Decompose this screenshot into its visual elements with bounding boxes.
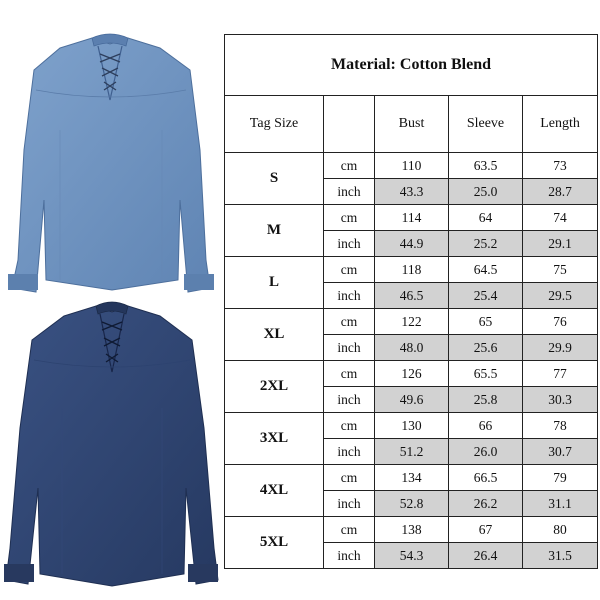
cm-bust-cell: 130: [375, 413, 449, 439]
cm-length-cell: 79: [523, 465, 598, 491]
shirt-dark-icon: [0, 298, 222, 598]
size-label: 5XL: [225, 517, 324, 569]
table-row: [225, 153, 598, 179]
cm-length-cell: 73: [523, 153, 598, 179]
inch-length-cell: 31.1: [523, 491, 598, 517]
cm-unit-cell: cm: [324, 153, 375, 179]
table-row: [225, 309, 598, 335]
header-length: Length: [523, 96, 598, 153]
inch-unit-cell: inch: [324, 387, 375, 413]
shirt-light-blue-image: [0, 30, 222, 300]
header-sleeve: Sleeve: [449, 96, 523, 153]
inch-bust-cell: 49.6: [375, 387, 449, 413]
cm-bust-cell: 134: [375, 465, 449, 491]
cm-unit-cell: cm: [324, 413, 375, 439]
inch-length-cell: 29.1: [523, 231, 598, 257]
header-unit: [324, 96, 375, 153]
table-row: [225, 517, 598, 543]
size-label: XL: [225, 309, 324, 361]
cm-sleeve-cell: 65: [449, 309, 523, 335]
size-rows: [225, 153, 598, 569]
shirt-navy-image: [0, 298, 222, 598]
table-row: [225, 257, 598, 283]
inch-length-cell: 30.3: [523, 387, 598, 413]
inch-unit-cell: inch: [324, 335, 375, 361]
cm-bust-cell: 138: [375, 517, 449, 543]
inch-bust-cell: 48.0: [375, 335, 449, 361]
inch-unit-cell: inch: [324, 491, 375, 517]
cm-length-cell: 75: [523, 257, 598, 283]
size-label: 3XL: [225, 413, 324, 465]
table-row: [225, 465, 598, 491]
table-row: [225, 361, 598, 387]
table-row: [225, 413, 598, 439]
cm-unit-cell: cm: [324, 257, 375, 283]
size-chart-table: [224, 34, 598, 569]
inch-sleeve-cell: 25.2: [449, 231, 523, 257]
inch-length-cell: 29.5: [523, 283, 598, 309]
cm-sleeve-cell: 66.5: [449, 465, 523, 491]
cm-unit-cell: cm: [324, 309, 375, 335]
inch-sleeve-cell: 25.8: [449, 387, 523, 413]
cm-bust-cell: 126: [375, 361, 449, 387]
cm-sleeve-cell: 66: [449, 413, 523, 439]
inch-length-cell: 30.7: [523, 439, 598, 465]
inch-sleeve-cell: 26.2: [449, 491, 523, 517]
cm-sleeve-cell: 65.5: [449, 361, 523, 387]
header-bust: Bust: [375, 96, 449, 153]
table-row: [225, 205, 598, 231]
inch-unit-cell: inch: [324, 283, 375, 309]
inch-bust-cell: 54.3: [375, 543, 449, 569]
cm-sleeve-cell: 63.5: [449, 153, 523, 179]
cm-bust-cell: 122: [375, 309, 449, 335]
table-title: Material: Cotton Blend: [225, 35, 598, 96]
cm-length-cell: 78: [523, 413, 598, 439]
cm-length-cell: 77: [523, 361, 598, 387]
inch-unit-cell: inch: [324, 179, 375, 205]
inch-bust-cell: 43.3: [375, 179, 449, 205]
inch-sleeve-cell: 26.4: [449, 543, 523, 569]
inch-sleeve-cell: 26.0: [449, 439, 523, 465]
cm-unit-cell: cm: [324, 361, 375, 387]
size-label: S: [225, 153, 324, 205]
inch-unit-cell: inch: [324, 231, 375, 257]
cm-bust-cell: 110: [375, 153, 449, 179]
cm-length-cell: 74: [523, 205, 598, 231]
inch-bust-cell: 51.2: [375, 439, 449, 465]
cm-bust-cell: 118: [375, 257, 449, 283]
inch-sleeve-cell: 25.4: [449, 283, 523, 309]
inch-length-cell: 31.5: [523, 543, 598, 569]
inch-bust-cell: 46.5: [375, 283, 449, 309]
size-label: M: [225, 205, 324, 257]
size-label: 4XL: [225, 465, 324, 517]
cm-sleeve-cell: 67: [449, 517, 523, 543]
product-images: [0, 0, 222, 600]
shirt-light-icon: [0, 30, 222, 300]
size-label: 2XL: [225, 361, 324, 413]
cm-length-cell: 76: [523, 309, 598, 335]
cm-sleeve-cell: 64: [449, 205, 523, 231]
cm-unit-cell: cm: [324, 205, 375, 231]
header-tag-size: Tag Size: [225, 96, 324, 153]
inch-bust-cell: 44.9: [375, 231, 449, 257]
cm-unit-cell: cm: [324, 465, 375, 491]
inch-length-cell: 28.7: [523, 179, 598, 205]
inch-sleeve-cell: 25.6: [449, 335, 523, 361]
inch-length-cell: 29.9: [523, 335, 598, 361]
inch-sleeve-cell: 25.0: [449, 179, 523, 205]
cm-sleeve-cell: 64.5: [449, 257, 523, 283]
inch-unit-cell: inch: [324, 439, 375, 465]
cm-unit-cell: cm: [324, 517, 375, 543]
size-label: L: [225, 257, 324, 309]
inch-bust-cell: 52.8: [375, 491, 449, 517]
cm-length-cell: 80: [523, 517, 598, 543]
cm-bust-cell: 114: [375, 205, 449, 231]
inch-unit-cell: inch: [324, 543, 375, 569]
